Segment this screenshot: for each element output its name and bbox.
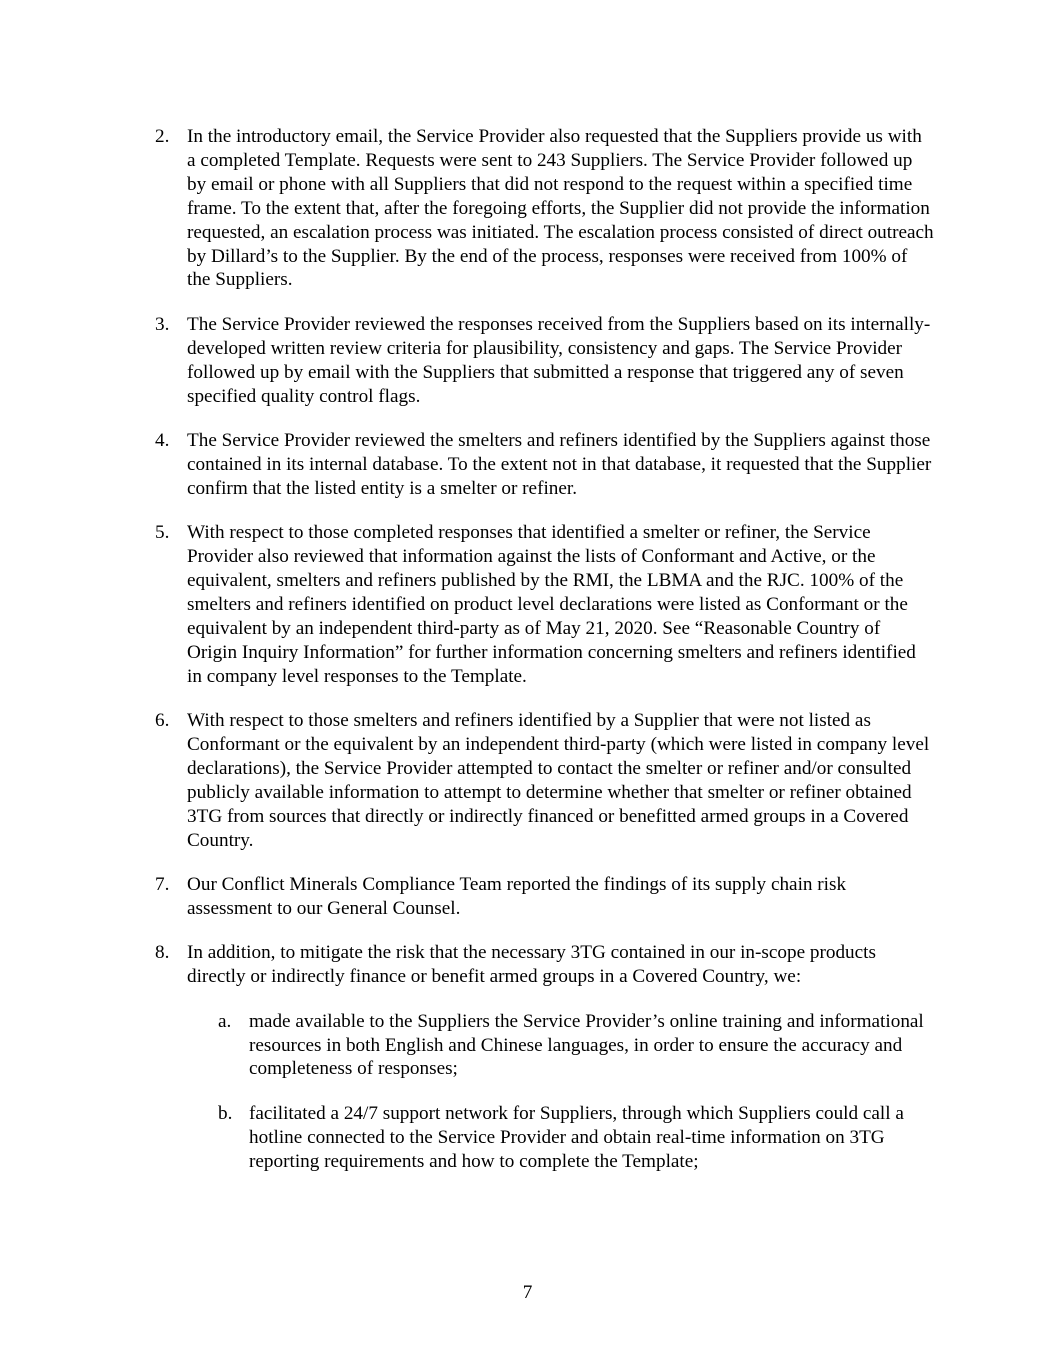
list-number: 7. (155, 873, 170, 895)
list-item-text: In the introductory email, the Service Provider also requested that the Suppliers provide us with a completed Template. Requests were sent to 243 Suppliers. The Service Provider followed up by email or phone with all Suppliers that did not respond to the request within a specified time frame. To the extent that, after the foregoing efforts, the Supplier did not provide the information requested, an escalation process was initiated. The escalation process consisted of direct outreach by Dillard’s to the Supplier. By the end of the process, responses were received from 100% of the Suppliers. (187, 126, 934, 291)
document-body (155, 125, 935, 1194)
list-number: 6. (155, 710, 170, 732)
sub-list-letter: a. (218, 1010, 232, 1032)
sub-list-letter: b. (218, 1102, 233, 1124)
list-item-3 (155, 313, 935, 409)
sub-list-item-a (218, 1010, 935, 1082)
list-item-text: With respect to those smelters and refiners identified by a Supplier that were not listed as Conformant or the equivalent by an independent third-party (which were listed in company level declarations), the Service Provider attempted to contact the smelter or refiner and/or consulted publicly available information to attempt to determine whether that smelter or refiner obtained 3TG from sources that directly or indirectly financed or benefitted armed groups in a Covered Country. (187, 710, 930, 851)
list-item-text: In addition, to mitigate the risk that the necessary 3TG contained in our in-scope products directly or indirectly finance or benefit armed groups in a Covered Country, we: (187, 942, 876, 988)
list-item-text: The Service Provider reviewed the responses received from the Suppliers based on its internally-developed written review criteria for plausibility, consistency and gaps. The Service Provider followed up by email with the Suppliers that submitted a response that triggered any of seven specified quality control flags. (187, 313, 931, 407)
list-number: 3. (155, 313, 170, 335)
list-number: 5. (155, 522, 170, 544)
list-item-7 (155, 873, 935, 921)
list-item-text: Our Conflict Minerals Compliance Team reported the findings of its supply chain risk assessment to our General Counsel. (187, 873, 847, 919)
list-number: 2. (155, 126, 170, 147)
list-item-text: The Service Provider reviewed the smelters and refiners identified by the Suppliers against those contained in its internal database. To the extent not in that database, it requested that the Supplier confirm that the listed entity is a smelter or refiner. (187, 429, 932, 499)
sub-list-item-text: made available to the Suppliers the Service Provider’s online training and informational resources in both English and Chinese languages, in order to ensure the accuracy and completeness of responses; (249, 1010, 924, 1080)
sub-list-item-text: facilitated a 24/7 support network for Suppliers, through which Suppliers could call a hotline connected to the Service Provider and obtain real-time information on 3TG reporting requirements and how to complete the Template; (249, 1102, 904, 1172)
list-item-2 (155, 125, 935, 292)
sub-list-item-b (218, 1102, 935, 1174)
list-number: 4. (155, 429, 170, 451)
list-item-8 (155, 941, 935, 1173)
list-number: 8. (155, 942, 170, 964)
page-number: 7 (522, 1282, 533, 1303)
list-item-6 (155, 709, 935, 852)
list-item-4 (155, 429, 935, 501)
list-item-text: With respect to those completed responses that identified a smelter or refiner, the Service Provider also reviewed that information against the lists of Conformant and Active, or the equivalent, smelters and refiners published by the RMI, the LBMA and the RJC. 100% of the smelters and refiners identified on product level declarations were listed as Conformant or the equivalent by an independent third-party as of May 21, 2020. See “Reasonable Country of Origin Inquiry Information” for further information concerning smelters and refiners identified in company level responses to the Template. (187, 522, 916, 687)
list-item-5 (155, 521, 935, 688)
